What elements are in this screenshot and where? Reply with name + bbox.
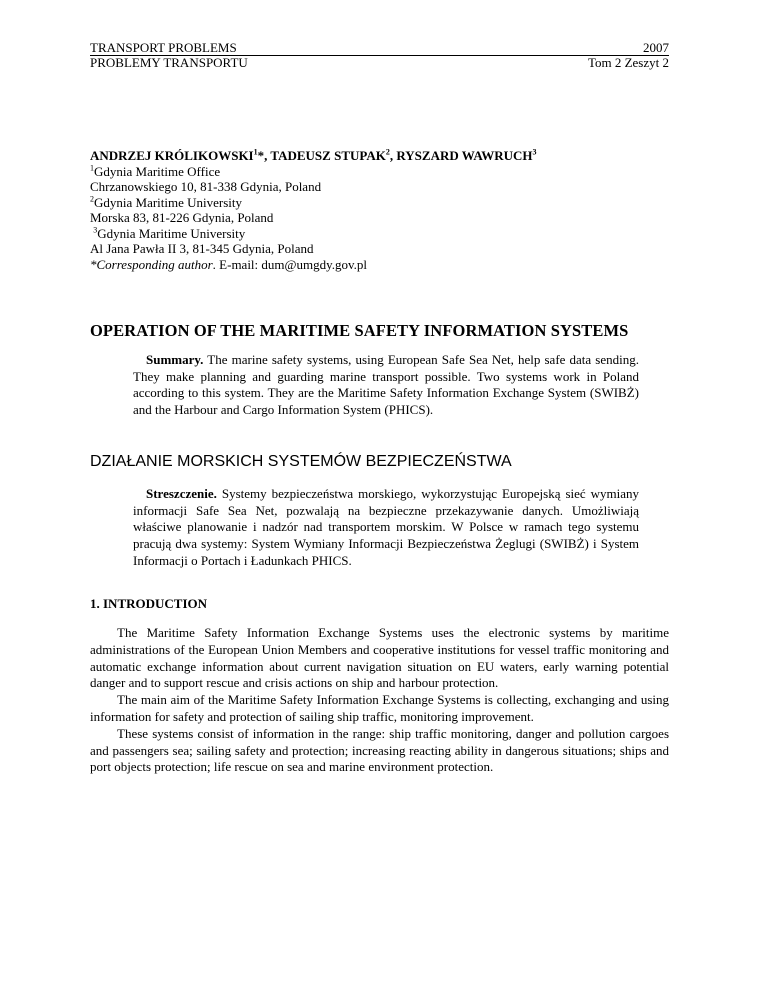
author-3: RYSZARD WAWRUCH (396, 148, 533, 163)
author-3-mark: 3 (532, 147, 537, 157)
paragraph: The Maritime Safety Information Exchange Systems uses the electronic systems by maritime administrations of the European Union Members and cooperative institutions for vessel traffic monitoring and automatic exchange information about current navigation situation on EU waters, early warning potential danger and to support rescue and crisis actions on ship and harbour protection. (90, 625, 669, 691)
header-rule (90, 55, 669, 56)
paragraph: These systems consist of information in the range: ship traffic monitoring, danger and pollution cargoes and passengers sea; sailing safety and protection; increasing reacting ability in dangerous situations; ships and port objects protection; life rescue on sea and marine environment protection. (90, 725, 669, 775)
summary-en-label: Summary. (146, 352, 204, 367)
summary-pl (133, 486, 639, 570)
author-separator: , (264, 148, 271, 163)
paper-title-pl: DZIAŁANIE MORSKICH SYSTEMÓW BEZPIECZEŃSTWA (90, 453, 512, 470)
running-header-row-1 (90, 40, 669, 55)
author-names (90, 148, 680, 164)
journal-year: 2007 (643, 40, 669, 55)
affiliation-3-address: Al Jana Pawła II 3, 81-345 Gdynia, Poland (90, 241, 314, 256)
affiliation-1-label: Gdynia Maritime Office (94, 163, 221, 179)
summary-en (133, 352, 639, 419)
journal-name-pl: PROBLEMY TRANSPORTU (90, 55, 248, 70)
affiliation-3-label: Gdynia Maritime University (97, 225, 246, 241)
affiliation-2-label: Gdynia Maritime University (94, 194, 243, 210)
affiliation-3-mark: 3 (93, 225, 98, 235)
affiliation-2-name (90, 195, 680, 211)
paragraph: The main aim of the Maritime Safety Information Exchange Systems is collecting, exchanging and using information for safety and protection of sailing ship traffic, monitoring improvement. (90, 692, 669, 724)
author-2: TADEUSZ STUPAK (270, 148, 386, 163)
paper-title-en: OPERATION OF THE MARITIME SAFETY INFORMATION SYSTEMS (90, 321, 629, 340)
corresponding-author (90, 257, 680, 273)
affiliation-3-name (90, 226, 680, 242)
author-2-mark: 2 (385, 147, 390, 157)
affiliation-1-address: Chrzanowskiego 10, 81-338 Gdynia, Poland (90, 179, 322, 194)
section-heading-introduction: 1. INTRODUCTION (90, 596, 208, 611)
author-block (90, 148, 680, 272)
author-1: ANDRZEJ KRÓLIKOWSKI (90, 148, 254, 163)
affiliation-2-address: Morska 83, 81-226 Gdynia, Poland (90, 210, 274, 225)
affiliation-1-mark: 1 (90, 163, 94, 173)
affiliation-1-name (90, 164, 680, 180)
journal-volume: Tom 2 Zeszyt 2 (587, 55, 669, 70)
author-1-mark: 1 (253, 147, 258, 157)
running-header-row-2 (90, 55, 669, 70)
corresponding-author-label: *Corresponding author (90, 256, 213, 272)
journal-name-en: TRANSPORT PROBLEMS (90, 40, 237, 55)
introduction-body (90, 625, 669, 776)
summary-en-text: The marine safety systems, using European Safe Sea Net, help safe data sending. They make planning and guarding marine transport possible. Two systems work in Poland according to this system. They are the Maritime Safety Information Exchange System (SWIBŻ) and the Harbour and Cargo Information System (PHICS). (133, 352, 639, 418)
author-separator: , (389, 148, 397, 163)
corresponding-email: . E-mail: dum@umgdy.gov.pl (212, 256, 368, 272)
affiliation-2-mark: 2 (90, 194, 94, 204)
author-1-star: * (257, 148, 265, 163)
summary-pl-label: Streszczenie. (146, 486, 217, 501)
summary-pl-text: Systemy bezpieczeństwa morskiego, wykorzystując Europejską sieć wymiany informacji Safe Sea Net, pozwalają na bezpieczne przekazywanie danych. Umożliwiają właściwe planowanie i nadzór nad transportem morskim. W Polsce w ramach tego systemu pracują dwa systemy: System Wymiany Informacji Bezpieczeństwa Żeglugi (SWIBŻ) i System Informacji o Portach i Ładunkach PHICS. (133, 486, 639, 568)
